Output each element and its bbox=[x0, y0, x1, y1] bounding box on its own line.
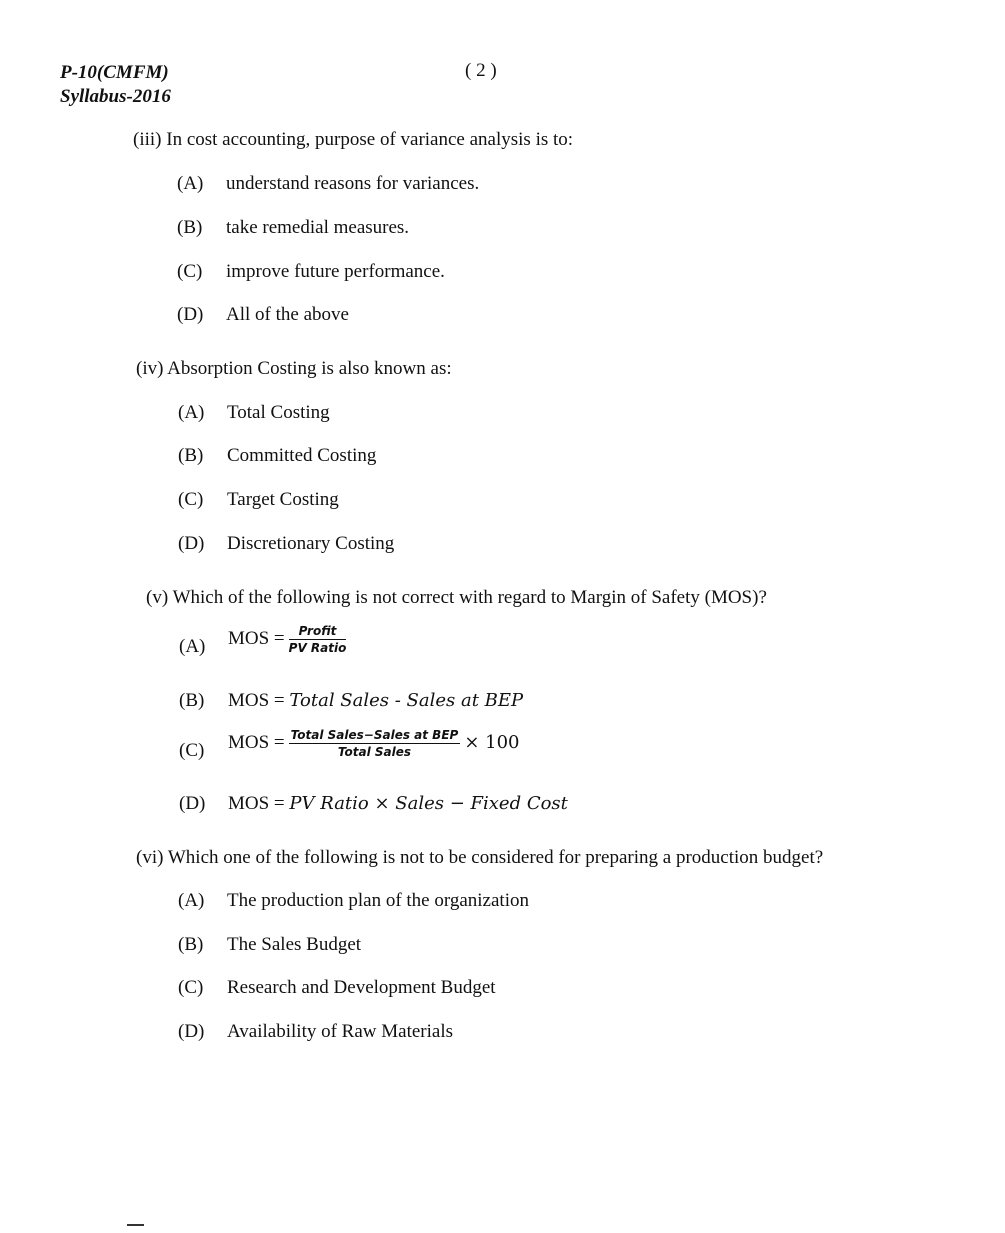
question-text: Which one of the following is not to be considered for preparing a production budget? bbox=[167, 847, 824, 868]
numerator: Total Sales−Sales at BEP bbox=[290, 728, 459, 742]
question-number: (iv) bbox=[136, 358, 164, 379]
numerator: Profit bbox=[289, 624, 347, 640]
denominator: PV Ratio bbox=[288, 641, 347, 655]
page-number: ( 2 ) bbox=[465, 60, 497, 81]
question-number: (iii) bbox=[133, 129, 162, 150]
formula-expr: PV Ratio × Sales − Fixed Cost bbox=[289, 793, 568, 814]
footer-dash-divider bbox=[127, 1224, 144, 1226]
question-text: In cost accounting, purpose of variance analysis is to: bbox=[166, 129, 574, 150]
option-text: understand reasons for variances. bbox=[226, 173, 480, 194]
option-label: (C) bbox=[177, 261, 203, 282]
formula-lhs: MOS = bbox=[228, 627, 285, 649]
question-number: (vi) bbox=[136, 847, 164, 868]
option-label: (A) bbox=[179, 636, 206, 657]
option-label: (A) bbox=[177, 173, 204, 194]
question-iv bbox=[136, 358, 452, 380]
option-label: (C) bbox=[179, 740, 205, 761]
option-label: (A) bbox=[178, 890, 205, 911]
option-label: (C) bbox=[178, 489, 204, 510]
formula-c bbox=[228, 728, 520, 759]
option-label: (D) bbox=[178, 1021, 205, 1042]
option-text: Committed Costing bbox=[227, 445, 377, 466]
formula-lhs: MOS = bbox=[228, 731, 285, 753]
option-text: All of the above bbox=[226, 304, 349, 325]
option-text: Target Costing bbox=[227, 489, 339, 510]
formula-d bbox=[228, 793, 568, 815]
option-text: take remedial measures. bbox=[226, 217, 410, 238]
option-label: (D) bbox=[177, 304, 204, 325]
fraction bbox=[289, 624, 347, 655]
question-number: (v) bbox=[146, 587, 169, 608]
question-vi bbox=[136, 847, 823, 869]
option-label: (C) bbox=[178, 977, 204, 998]
option-text: Total Costing bbox=[227, 402, 330, 423]
formula-expr: Total Sales - Sales at BEP bbox=[289, 690, 524, 711]
paper-code: P-10(CMFM) bbox=[60, 62, 169, 83]
question-v bbox=[146, 587, 767, 609]
formula-lhs: MOS = bbox=[228, 690, 285, 711]
question-text: Absorption Costing is also known as: bbox=[167, 358, 452, 379]
option-text: Discretionary Costing bbox=[227, 533, 395, 554]
option-label: (B) bbox=[178, 934, 204, 955]
option-text: The production plan of the organization bbox=[227, 890, 529, 911]
option-label: (A) bbox=[178, 402, 205, 423]
question-iii bbox=[133, 129, 573, 151]
multiplier: × 100 bbox=[464, 731, 520, 753]
option-text: Research and Development Budget bbox=[227, 977, 496, 998]
option-label: (B) bbox=[177, 217, 203, 238]
option-label: (D) bbox=[178, 533, 205, 554]
option-text: Availability of Raw Materials bbox=[227, 1021, 454, 1042]
option-text: improve future performance. bbox=[226, 261, 445, 282]
fraction bbox=[289, 728, 461, 759]
option-label: (B) bbox=[178, 445, 204, 466]
denominator: Total Sales bbox=[337, 745, 412, 759]
option-label: (B) bbox=[179, 690, 205, 711]
syllabus-label: Syllabus-2016 bbox=[60, 86, 171, 107]
formula-lhs: MOS = bbox=[228, 793, 285, 814]
formula-b bbox=[228, 690, 523, 712]
option-label: (D) bbox=[179, 793, 206, 814]
option-text: The Sales Budget bbox=[227, 934, 362, 955]
question-text: Which of the following is not correct with regard to Margin of Safety (MOS)? bbox=[172, 587, 767, 608]
formula-a bbox=[228, 624, 346, 655]
